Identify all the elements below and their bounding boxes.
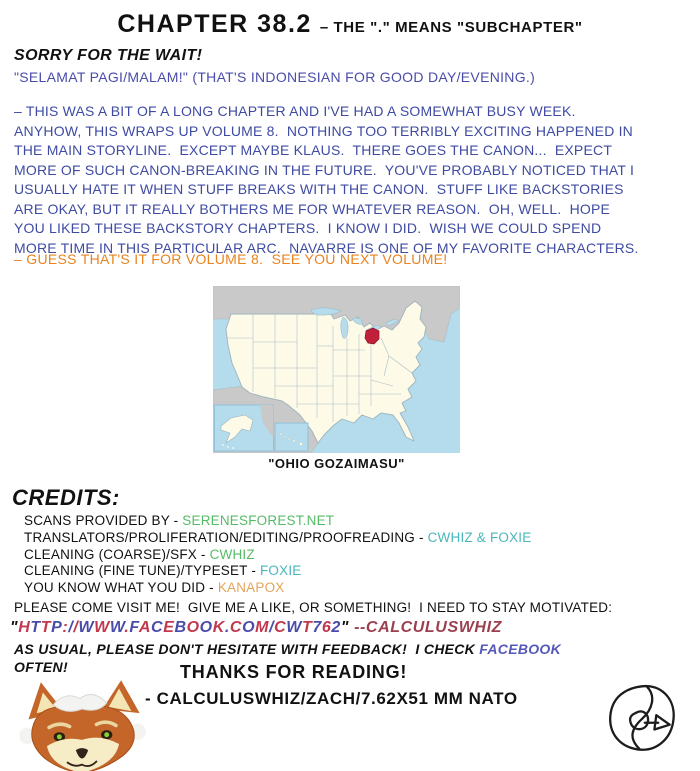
url-attribution: --CALCULUSWHIZ [354,619,503,636]
hawaii-inset [275,423,308,451]
credit-name: FOXIE [259,563,302,579]
credit-row-kanapox [24,580,531,597]
map-caption: "OHIO GOZAIMASU" [268,456,405,471]
intro-paragraph: – THIS WAS A BIT OF A LONG CHAPTER AND I'VE HAD A SOMEWHAT BUSY WEEK. ANYHOW, THIS WRAPS UP VOLUME 8. NOTHING TOO TERRIBLY EXCITING HAPPENED IN THE MAIN STORYLINE. EXCEPT MAYBE KLAUS. THERE GOES THE CANON... EXPECT MORE OF SUCH CANON-BREAKING IN THE FUTURE. YOU'VE PROBABLY NOTICED THAT I USUALLY HATE IT WHEN STUFF BREAKS WITH THE CANON. STUFF LIKE BACKSTORIES ARE OKAY, BUT IT REALLY BOTHERS ME FOR WHATEVER REASON. OH, WELL. HOPE YOU LIKED THESE BACKSTORY CHAPTERS. I KNOW I DID. WISH WE COULD SPEND MORE TIME IN THIS PARTICULAR ARC. NAVARRE IS ONE OF MY FAVORITE CHARACTERS. [14,103,639,256]
feedback-tail: OFTEN! [14,659,68,675]
sorry-heading: SORRY FOR THE WAIT! [14,47,203,64]
greeting-line: "SELAMAT PAGI/MALAM!" (THAT'S INDONESIAN FOR GOOD DAY/EVENING.) [14,69,536,85]
credit-label: CLEANING (COARSE)/SFX - [24,546,210,562]
credit-name: CWHIZ & FOXIE [427,529,532,545]
us-map [213,286,460,453]
alaska-inset [215,405,274,451]
facebook-word: FACEBOOK [479,641,562,657]
facebook-url: HTTP://WWW.FACEBOOK.COM/CWT762 [18,619,341,636]
credit-row-cleaning-coarse [24,547,531,564]
credits-heading: CREDITS: [12,485,120,510]
contour-integral-signature-icon [597,680,685,756]
credit-name: CWHIZ [209,546,255,562]
thanks-line: THANKS FOR READING! [180,662,408,682]
credit-label: YOU KNOW WHAT YOU DID - [24,580,218,596]
chapter-subtitle: – THE "." MEANS "SUBCHAPTER" [319,19,583,36]
author-signature-line: - CALCULUSWHIZ/ZACH/7.62X51 MM NATO [145,689,518,708]
us-map-svg [213,286,460,453]
page-title [0,10,700,39]
credit-label: CLEANING (FINE TUNE)/TYPESET - [24,563,260,579]
chapter-title: CHAPTER 38.2 [117,10,312,38]
facebook-url-line [10,619,502,637]
url-open-quote: " [10,619,19,636]
feedback-text: AS USUAL, PLEASE DON'T HESITATE WITH FEEDBACK! I CHECK [14,641,480,657]
credit-label: SCANS PROVIDED BY - [24,513,183,528]
credit-row-scans [24,513,531,530]
credit-label: TRANSLATORS/PROLIFERATION/EDITING/PROOFREADING - [24,529,428,545]
feedback-line [14,641,561,657]
url-close-quote: " [340,619,355,636]
credit-name: KANAPOX [217,580,285,596]
credit-row-cleaning-fine [24,563,531,580]
visit-line: PLEASE COME VISIT ME! GIVE ME A LIKE, OR SOMETHING! I NEED TO STAY MOTIVATED: [14,600,613,615]
fox-mascot-icon [12,678,152,771]
credit-name: SERENESFOREST.NET [182,513,335,528]
volume-signoff: – GUESS THAT'S IT FOR VOLUME 8. SEE YOU NEXT VOLUME! [14,251,448,267]
credits-list [24,513,531,597]
credit-row-translators [24,530,531,547]
